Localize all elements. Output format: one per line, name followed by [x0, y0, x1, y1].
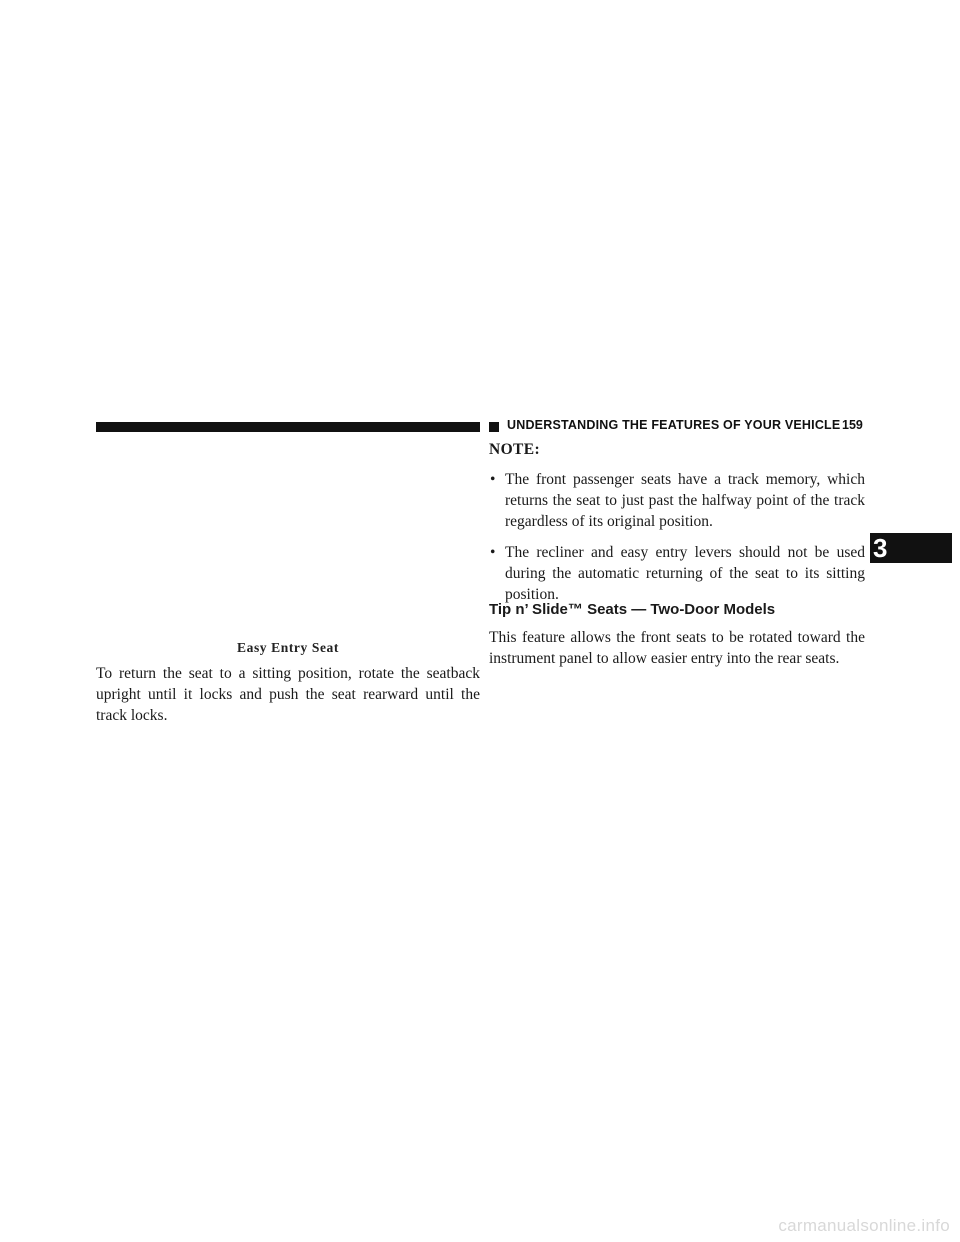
header-rule: [96, 422, 480, 432]
note-label: NOTE:: [489, 441, 541, 458]
figure-image-placeholder: [96, 440, 480, 640]
chapter-tab: 3: [870, 533, 952, 563]
running-header-title: UNDERSTANDING THE FEATURES OF YOUR VEHICLE: [507, 418, 841, 432]
list-item: [489, 542, 865, 605]
bullet-text: The front passenger seats have a track memory, which returns the seat to just past the halfway point of the track regardless of its original position.: [505, 471, 865, 530]
figure-caption: Easy Entry Seat: [236, 640, 339, 655]
list-item: [489, 469, 865, 532]
right-paragraph: This feature allows the front seats to be rotated toward the instrument panel to allow easier entry into the rear seats.: [489, 629, 865, 667]
note-bullet-list: [489, 469, 865, 615]
header-rule-marker: [489, 422, 499, 432]
watermark: carmanualsonline.info: [778, 1216, 950, 1235]
left-paragraph: To return the seat to a sitting position, rotate the seatback upright until it locks and push the seat rearward until the track locks.: [96, 665, 480, 724]
section-heading: Tip n’ Slide™ Seats — Two-Door Models: [489, 601, 776, 618]
bullet-glyph: •: [490, 544, 496, 561]
bullet-glyph: •: [490, 471, 496, 488]
bullet-text: The recliner and easy entry levers should not be used during the automatic returning of the seat to its sitting position.: [505, 544, 865, 603]
page-number: 159: [842, 418, 863, 432]
